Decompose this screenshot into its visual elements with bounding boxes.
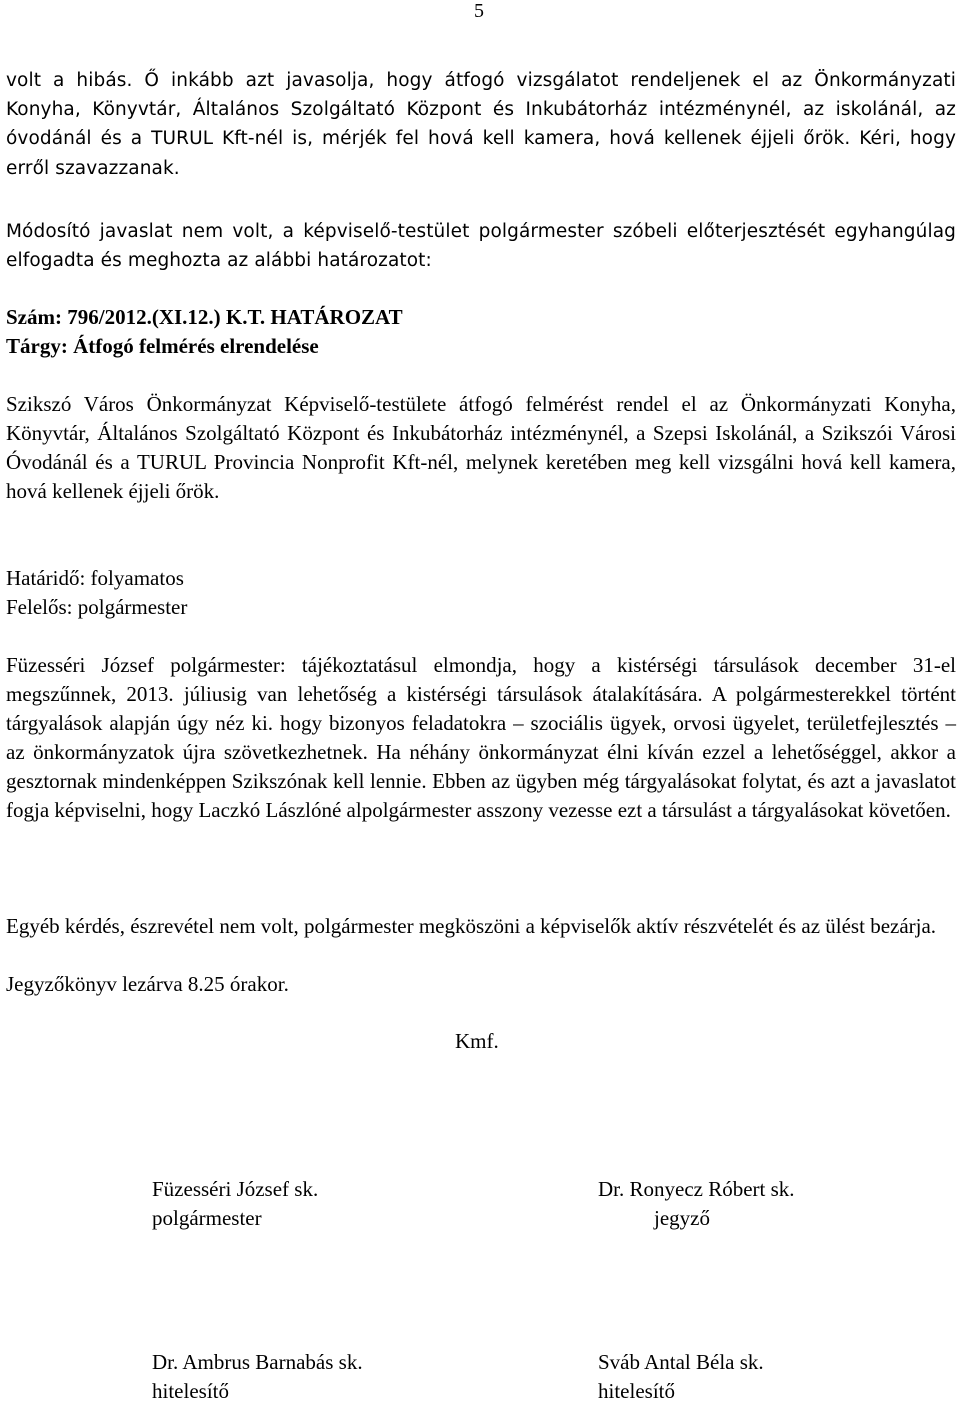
signature-role: polgármester	[152, 1206, 262, 1230]
resolution-subject: Tárgy: Átfogó felmérés elrendelése	[6, 334, 319, 358]
signature-role: hitelesítő	[598, 1379, 675, 1403]
signature-block-authenticator-1	[152, 1348, 363, 1406]
signature-block-notary	[598, 1175, 795, 1233]
resolution-responsible: Felelős: polgármester	[6, 595, 188, 619]
paragraph-minutes-closed: Jegyzőkönyv lezárva 8.25 órakor.	[6, 972, 289, 996]
resolution-body: Szikszó Város Önkormányzat Képviselő-testülete átfogó felmérést rendel el az Önkormányzati Konyha, Könyvtár, Általános Szolgáltató Központ és Inkubátorház intézménynél, a Szepsi Iskolánál, a Szikszói Városi Óvodánál és a TURUL Provincia Nonprofit Kft-nél, melynek keretében meg kell vizsgálni hová kell kamera, hová kellenek éjjeli őrök.	[6, 392, 956, 503]
paragraph-proposal: volt a hibás. Ő inkább azt javasolja, hogy átfogó vizsgálatot rendeljenek el az Önkormányzati Konyha, Könyvtár, Általános Szolgáltató Központ és Inkubátorház intézménynél, az iskolánál, az óvodánál és a TURUL Kft-nél is, mérjék fel hová kell kamera, hová kellenek éjjeli őrök. Kéri, hogy erről szavazzanak.	[6, 70, 956, 179]
signature-role: jegyző	[654, 1206, 710, 1230]
signature-name: Füzesséri József sk.	[152, 1177, 319, 1201]
signature-block-authenticator-2	[598, 1348, 764, 1406]
signature-block-mayor	[152, 1175, 318, 1233]
signature-role: hitelesítő	[152, 1379, 229, 1403]
resolution-deadline: Határidő: folyamatos	[6, 566, 184, 590]
resolution-number: Szám: 796/2012.(XI.12.) K.T. HATÁROZAT	[6, 305, 403, 329]
signature-name: Dr. Ambrus Barnabás sk.	[152, 1350, 363, 1374]
kmf-label: Kmf.	[455, 1029, 499, 1053]
signature-name: Dr. Ronyecz Róbert sk.	[598, 1177, 795, 1201]
page-number: 5	[474, 0, 484, 22]
paragraph-mayor-info: Füzesséri József polgármester: tájékoztatásul elmondja, hogy a kistérségi társulások december 31-el megszűnnek, 2013. júliusig van lehetőség a kistérségi társulások átalakítására. A polgármesterekkel történt tárgyalások alapján úgy néz ki. hogy bizonyos feladatokra – szociális ügyek, orvosi ügyelet, területfejlesztés – az önkormányzatok újra szövetkezhetnek. Ha néhány önkormányzat élni kíván ezzel a lehetőséggel, akkor a gesztornak mindenképpen Szikszónak kell lennie. Ebben az ügyben még tárgyalásokat folytat, és azt a javaslatot fogja képviselni, hogy Laczkó Lászlóné alpolgármester asszony vezesse ezt a társulást a tárgyalásokat követően.	[6, 653, 956, 822]
paragraph-closing: Egyéb kérdés, észrevétel nem volt, polgármester megköszöni a képviselők aktív részvételét és az ülést bezárja.	[6, 914, 937, 938]
paragraph-vote: Módosító javaslat nem volt, a képviselő-testület polgármester szóbeli előterjesztését egyhangúlag elfogadta és meghozta az alábbi határozatot:	[6, 221, 956, 272]
signature-name: Sváb Antal Béla sk.	[598, 1350, 764, 1374]
